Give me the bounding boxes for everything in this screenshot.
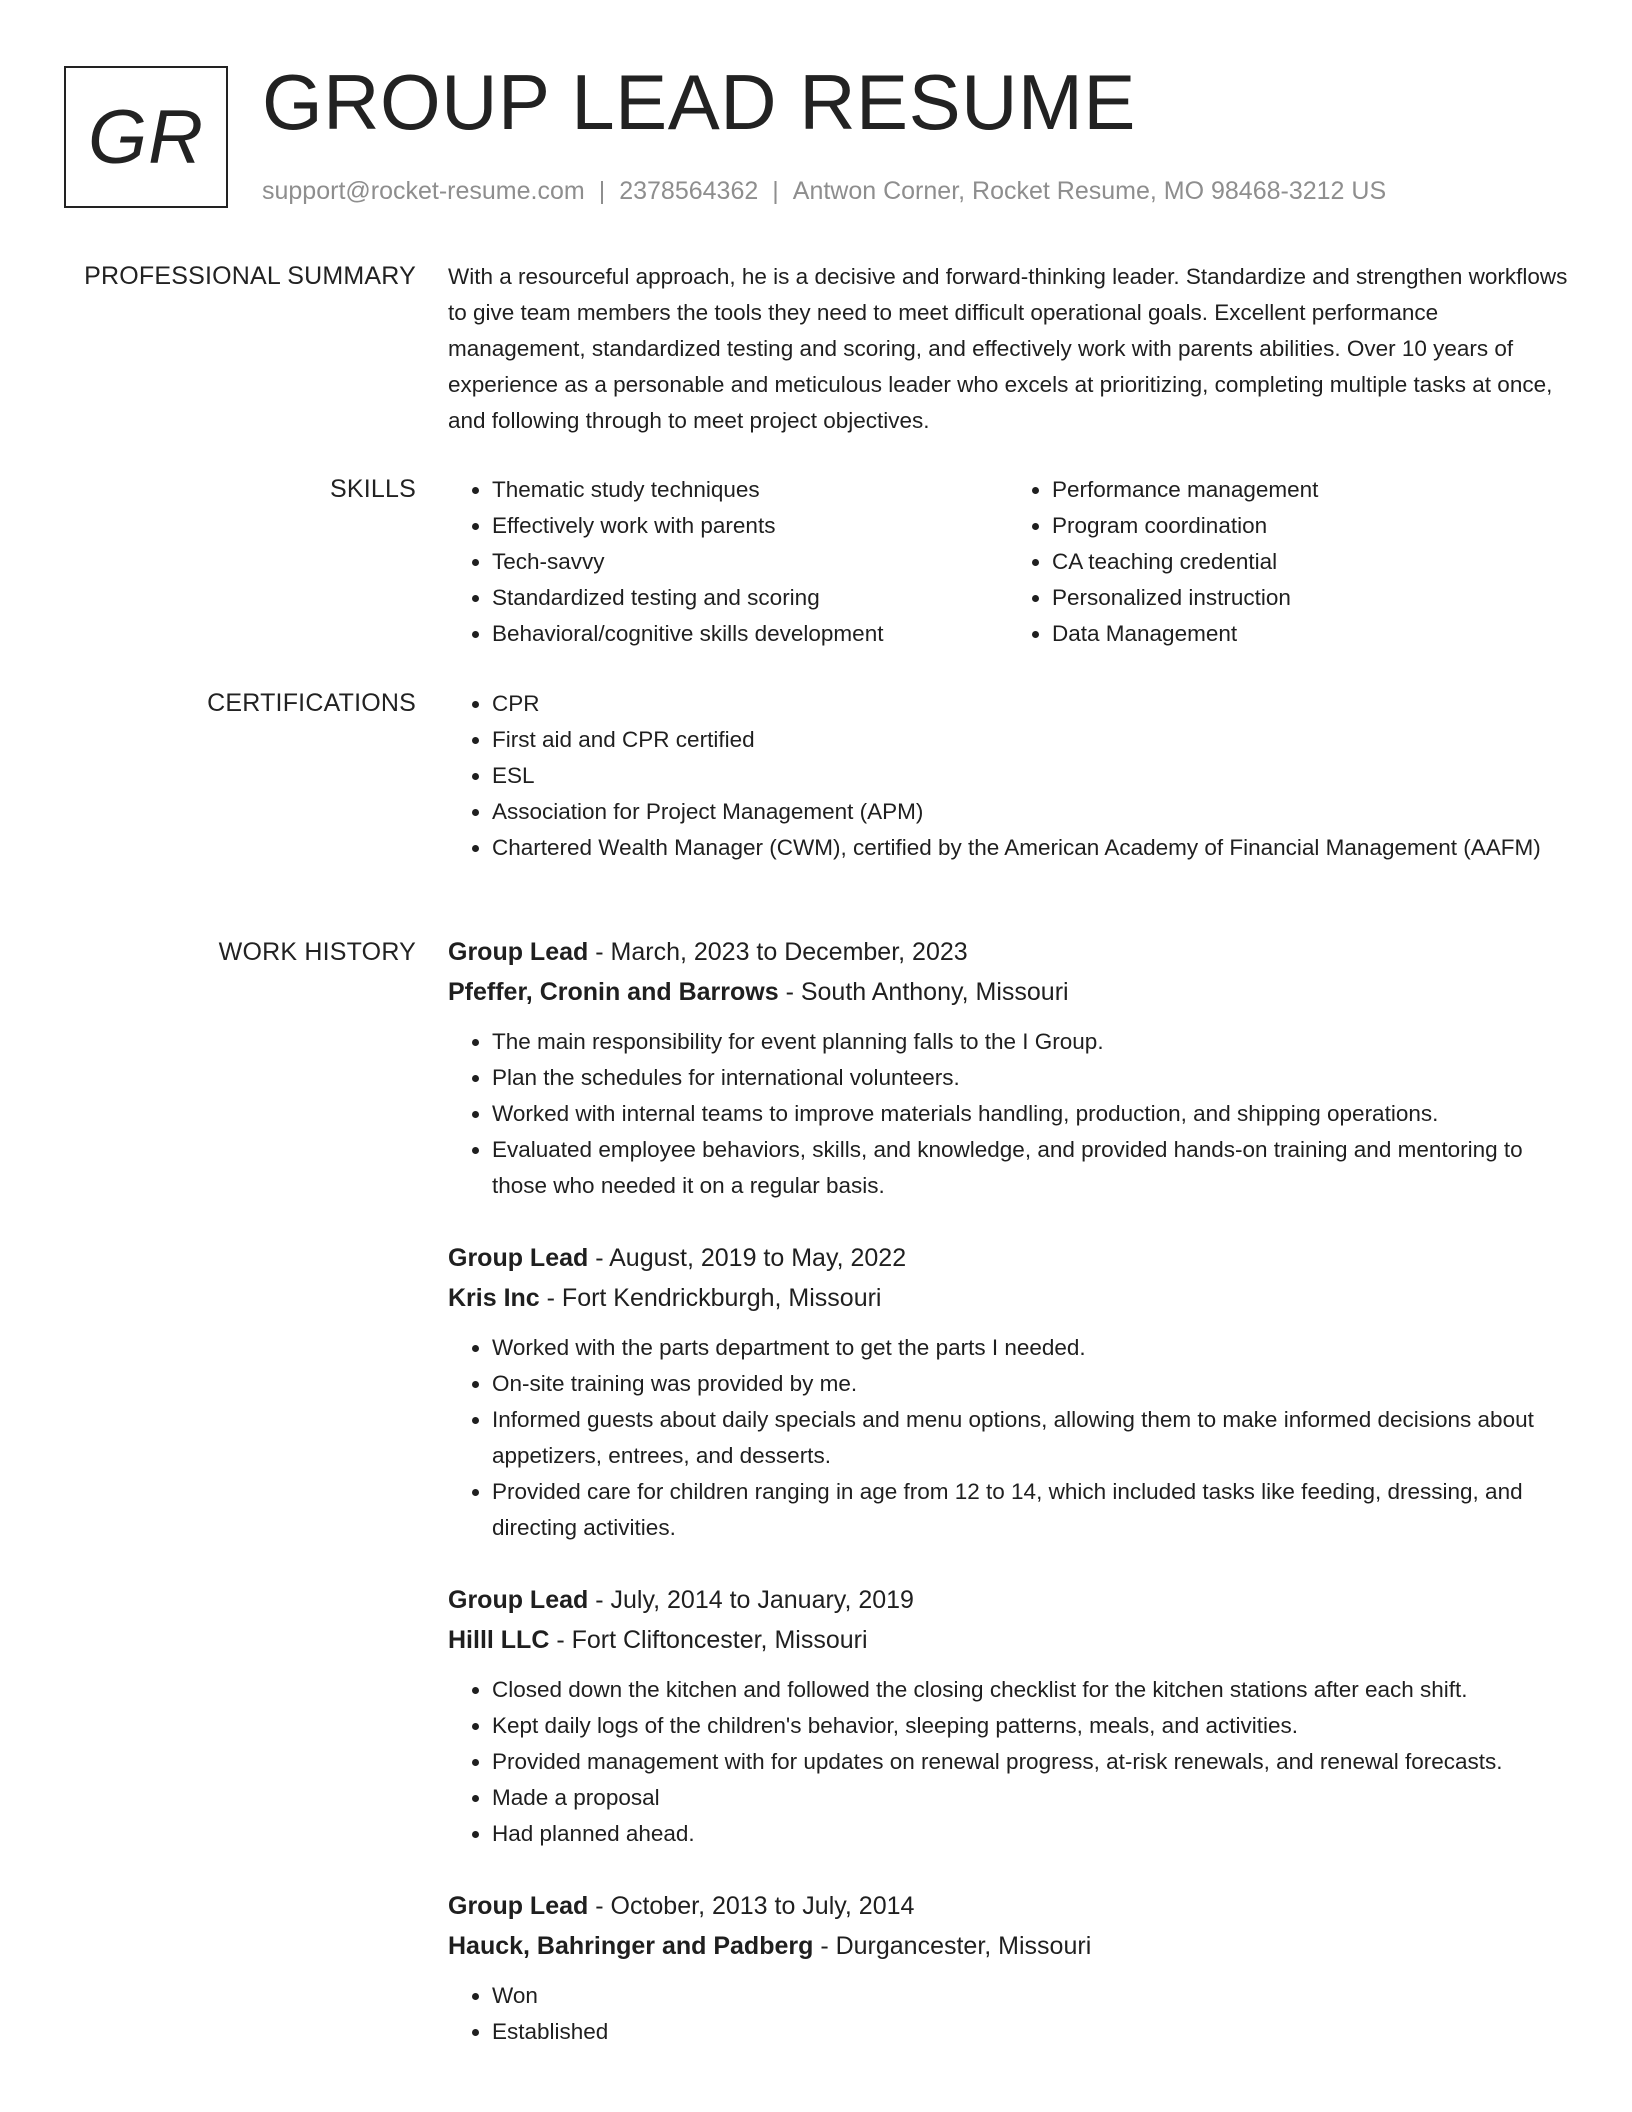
job-bullet: • Plan the schedules for international volunteers. <box>492 1060 1568 1096</box>
skill-item: • Effectively work with parents <box>492 508 1008 544</box>
skills-body <box>448 472 1568 652</box>
contact-address: Antwon Corner, Rocket Resume, MO 98468-3212 US <box>792 177 1387 205</box>
certification-item: • Association for Project Management (APM) <box>492 794 1568 830</box>
job-bullets <box>448 1672 1568 1852</box>
job-bullet: • Closed down the kitchen and followed the closing checklist for the kitchen stations after each shift. <box>492 1672 1568 1708</box>
job-title-line <box>448 1238 1568 1278</box>
skill-item: • Data Management <box>1052 616 1568 652</box>
certification-item: • First aid and CPR certified <box>492 722 1568 758</box>
summary-text: With a resourceful approach, he is a decisive and forward-thinking leader. Standardize and strengthen workflows to give team members the tools they need to meet difficult operational goals. Excellent performance management, standardized testing and scoring, and effectively work with parents abilities. Over 10 years of experience as a personable and meticulous leader who excels at prioritizing, completing multiple tasks at once, and following through to meet project objectives. <box>448 264 1568 433</box>
job-title-line <box>448 932 1568 972</box>
certifications-list <box>448 686 1568 866</box>
skill-item: • Personalized instruction <box>1052 580 1568 616</box>
skill-item: • CA teaching credential <box>1052 544 1568 580</box>
job-company-line <box>448 1620 1568 1660</box>
job-title-line <box>448 1580 1568 1620</box>
job-company-line <box>448 1278 1568 1318</box>
section-label-summary: PROFESSIONAL SUMMARY <box>84 262 416 290</box>
job-entry <box>448 1886 1568 2050</box>
certifications-body <box>448 686 1568 866</box>
job-bullet: • Provided care for children ranging in age from 12 to 14, which included tasks like feeding, dressing, and directing activities. <box>492 1474 1568 1546</box>
skill-item: • Standardized testing and scoring <box>492 580 1008 616</box>
contact-separator: | <box>772 177 779 205</box>
job-company-line <box>448 972 1568 1012</box>
certification-item: • CPR <box>492 686 1568 722</box>
skill-item: • Program coordination <box>1052 508 1568 544</box>
job-bullets <box>448 1978 1568 2050</box>
skill-item: • Behavioral/cognitive skills development <box>492 616 1008 652</box>
certification-item: • ESL <box>492 758 1568 794</box>
job-entry <box>448 932 1568 1204</box>
job-location: - Durgancester, Missouri <box>813 1932 1092 1960</box>
job-company: Hilll LLC <box>448 1626 550 1654</box>
job-bullet: • Informed guests about daily specials and menu options, allowing them to make informed decisions about appetizers, entrees, and desserts. <box>492 1402 1568 1474</box>
job-bullet: • Worked with the parts department to get the parts I needed. <box>492 1330 1568 1366</box>
job-dates: - March, 2023 to December, 2023 <box>588 938 968 966</box>
job-bullets <box>448 1024 1568 1204</box>
job-bullet: • The main responsibility for event planning falls to the I Group. <box>492 1024 1568 1060</box>
job-dates: - October, 2013 to July, 2014 <box>588 1892 915 1920</box>
job-title: Group Lead <box>448 1892 589 1920</box>
job-bullet: • On-site training was provided by me. <box>492 1366 1568 1402</box>
job-bullet: • Made a proposal <box>492 1780 1568 1816</box>
section-label-work-history: WORK HISTORY <box>218 938 416 966</box>
job-company: Kris Inc <box>448 1284 540 1312</box>
job-bullet: • Won <box>492 1978 1568 2014</box>
monogram-logo: GR <box>64 66 228 208</box>
skill-item: • Tech-savvy <box>492 544 1008 580</box>
job-location: - Fort Kendrickburgh, Missouri <box>539 1284 882 1312</box>
job-dates: - August, 2019 to May, 2022 <box>588 1244 907 1272</box>
contact-phone: 2378564362 <box>619 177 759 205</box>
job-company: Hauck, Bahringer and Padberg <box>448 1932 814 1960</box>
contact-line <box>262 174 1386 208</box>
job-title-line <box>448 1886 1568 1926</box>
page-title: GROUP LEAD RESUME <box>262 58 1136 146</box>
job-bullet: • Provided management with for updates on renewal progress, at-risk renewals, and renewal forecasts. <box>492 1744 1568 1780</box>
skills-columns <box>448 472 1568 652</box>
job-bullet: • Worked with internal teams to improve materials handling, production, and shipping operations. <box>492 1096 1568 1132</box>
job-company: Pfeffer, Cronin and Barrows <box>448 978 779 1006</box>
job-title: Group Lead <box>448 938 589 966</box>
summary-body <box>448 259 1568 439</box>
certification-item: • Chartered Wealth Manager (CWM), certified by the American Academy of Financial Management (AAFM) <box>492 830 1568 866</box>
job-bullet: • Kept daily logs of the children's behavior, sleeping patterns, meals, and activities. <box>492 1708 1568 1744</box>
skills-list-right <box>1008 472 1568 652</box>
job-entry <box>448 1580 1568 1852</box>
job-title: Group Lead <box>448 1586 589 1614</box>
skill-item: • Thematic study techniques <box>492 472 1008 508</box>
section-label-skills: SKILLS <box>330 475 416 503</box>
job-bullet: • Evaluated employee behaviors, skills, and knowledge, and provided hands-on training and mentoring to those who needed it on a regular basis. <box>492 1132 1568 1204</box>
work-history-body <box>448 932 1568 2084</box>
job-title: Group Lead <box>448 1244 589 1272</box>
job-bullet: • Established <box>492 2014 1568 2050</box>
job-bullet: • Had planned ahead. <box>492 1816 1568 1852</box>
contact-separator: | <box>598 177 606 205</box>
job-location: - Fort Cliftoncester, Missouri <box>549 1626 868 1654</box>
contact-email: support@rocket-resume.com <box>262 177 585 205</box>
job-bullets <box>448 1330 1568 1546</box>
skill-item: • Performance management <box>1052 472 1568 508</box>
job-location: - South Anthony, Missouri <box>778 978 1069 1006</box>
job-company-line <box>448 1926 1568 1966</box>
section-label-certifications: CERTIFICATIONS <box>207 689 416 717</box>
job-dates: - July, 2014 to January, 2019 <box>588 1586 914 1614</box>
skills-list-left <box>448 472 1008 652</box>
job-entry <box>448 1238 1568 1546</box>
